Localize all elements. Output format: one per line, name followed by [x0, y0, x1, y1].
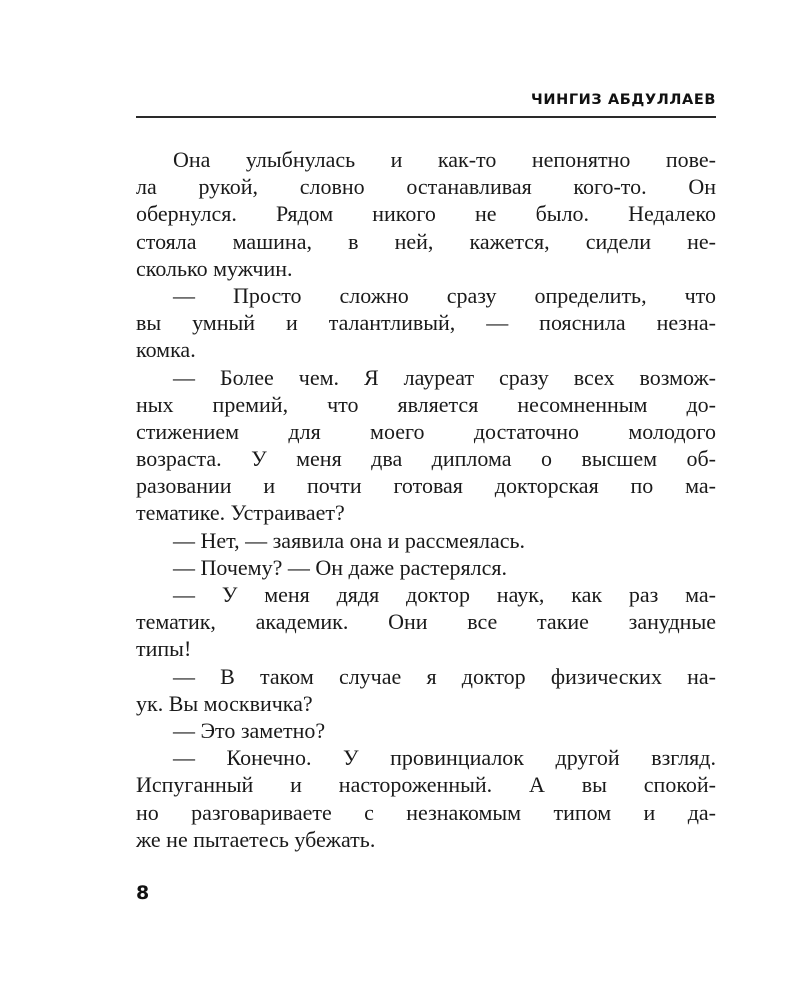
text-line: вы умный и талантливый, — пояснила незна- [136, 310, 716, 336]
text-line: — В таком случае я доктор физических на- [173, 663, 716, 689]
text-line: — У меня дядя доктор наук, как раз ма- [173, 582, 716, 607]
text-line: сколько мужчин. [136, 255, 293, 281]
text-line: ных премий, что является несомненным до- [136, 391, 716, 417]
text-line: возраста. У меня два диплома о высшем об- [136, 446, 716, 472]
text-line: Она улыбнулась и как-то непонятно пове- [173, 147, 716, 172]
text-line: ук. Вы москвичка? [136, 690, 313, 716]
text-line: — Нет, — заявила она и рассмеялась. [173, 527, 526, 553]
text-line: обернулся. Рядом никого не было. Недалеко [136, 201, 716, 227]
header-rule [136, 116, 716, 118]
text-line: — Просто сложно сразу определить, что [173, 282, 716, 308]
text-line: ла рукой, словно останавливая кого-то. Он [136, 174, 716, 200]
text-line: разовании и почти готовая докторская по ма- [136, 473, 716, 499]
text-line: тематике. Устраивает? [136, 500, 345, 526]
text-body [136, 146, 716, 853]
text-line: стижением для моего достаточно молодого [136, 418, 716, 444]
text-line: — Конечно. У провинциалок другой взгляд. [173, 745, 716, 771]
page-number: 8 [136, 882, 150, 904]
text-line: тематик, академик. Они все такие занудные [136, 609, 716, 635]
text-line: же не пытаетесь убежать. [136, 826, 376, 852]
text-line: Испуганный и настороженный. А вы спокой- [136, 772, 716, 798]
text-line: — Это заметно? [173, 717, 326, 743]
text-line: — Более чем. Я лауреат сразу всех возмож- [173, 364, 716, 390]
text-line: стояла машина, в ней, кажется, сидели не- [136, 228, 716, 254]
text-line: — Почему? — Он даже растерялся. [173, 554, 508, 580]
text-line: типы! [136, 636, 192, 662]
text-line: но разговариваете с незнакомым типом и да- [136, 799, 716, 825]
running-head-author: ЧИНГИЗ АБДУЛЛАЕВ [531, 92, 716, 108]
text-line: комка. [136, 337, 196, 363]
